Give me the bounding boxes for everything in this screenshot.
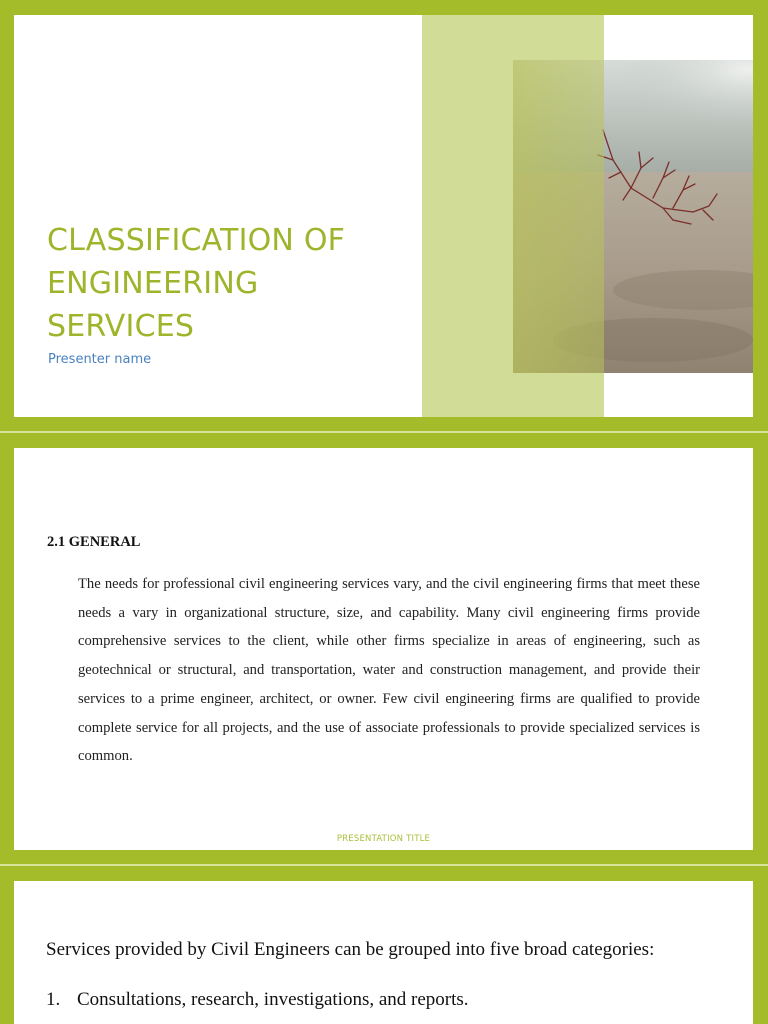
services-list	[46, 989, 469, 1011]
general-slide[interactable]	[14, 448, 753, 850]
presentation-title-footer: PRESENTATION TITLE	[336, 834, 431, 844]
intro-text: Services provided by Civil Engineers can be grouped into five broad categories:	[46, 939, 655, 960]
slide-title: CLASSIFICATION OF ENGINEERING SERVICES	[47, 223, 346, 344]
list-item-number: 1.	[46, 989, 61, 1010]
slide-separator	[0, 431, 768, 433]
slide-separator	[0, 864, 768, 866]
body-paragraph: The needs for professional civil engineering services vary, and the civil engineering firms that meet these needs a vary in organizational structure, size, and capability. Many civil engineering firms provide comprehensive services to the client, while other firms specialize in areas of engineering, such as geotechnical or structural, and transportation, water and construction management, and provide their services to a prime engineer, architect, or owner. Few civil engineering firms are qualified to provide complete service for all projects, and the use of associate professionals to provide specialized services is common.	[78, 576, 700, 765]
title-slide[interactable]	[14, 15, 753, 417]
seaweed-beach-photo	[513, 60, 753, 373]
list-item-text: Consultations, research, investigations, and reports.	[77, 989, 469, 1010]
list-item	[46, 989, 469, 1011]
section-heading: 2.1 GENERAL	[47, 534, 141, 550]
presenter-name: Presenter name	[48, 352, 152, 367]
services-slide[interactable]	[14, 881, 753, 1024]
